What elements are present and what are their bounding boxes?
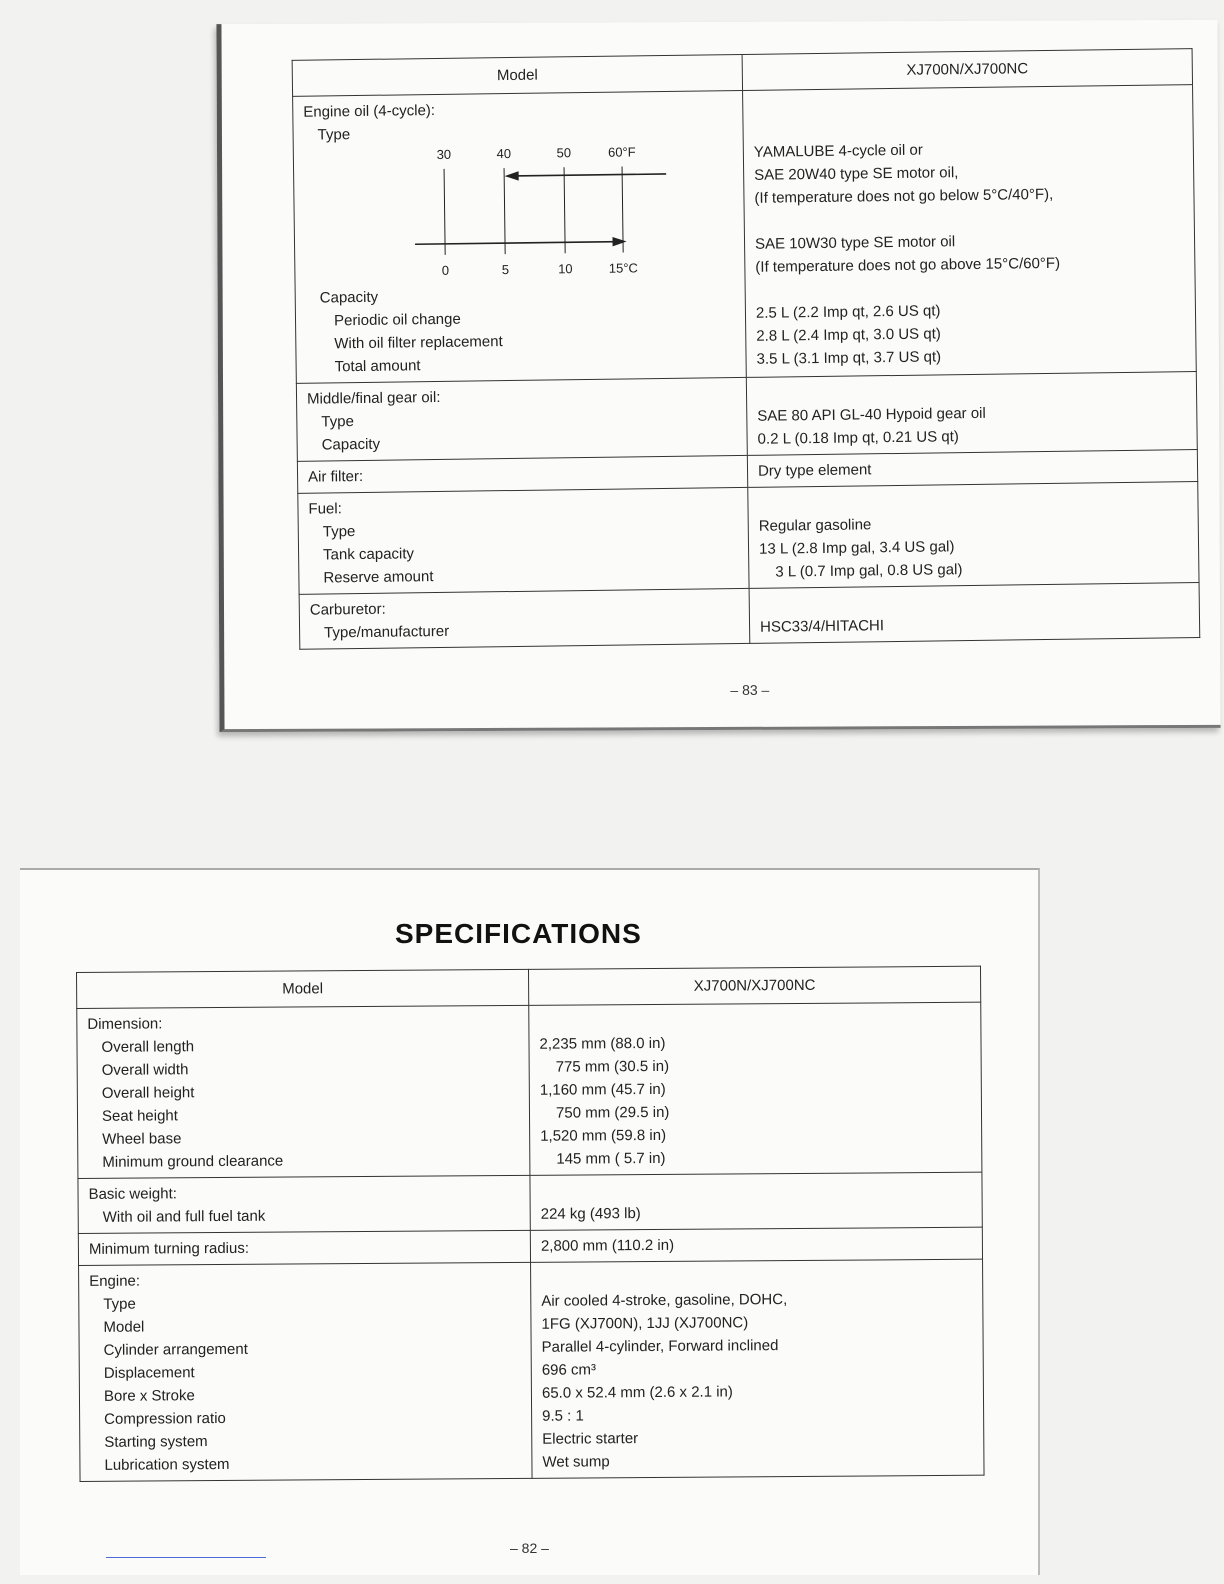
reserve-amount-value: 3 L (0.7 Imp gal, 0.8 US gal) <box>775 561 963 581</box>
air-filter-value: Dry type element <box>747 450 1197 488</box>
periodic-oil-change-value: 2.5 L (2.2 Imp qt, 2.6 US qt) <box>755 302 941 322</box>
header-model-value: XJ700N/XJ700NC <box>528 966 980 1005</box>
oil-temperature-chart <box>414 141 716 285</box>
cylinder-arrangement-value: Parallel 4-cylinder, Forward inclined <box>541 1337 779 1356</box>
oil-type-value: YAMALUBE 4-cycle oil or <box>753 141 923 161</box>
tank-capacity-value: 13 L (2.8 Imp gal, 3.4 US gal) <box>758 538 955 558</box>
page-title: SPECIFICATIONS <box>395 918 642 949</box>
c-tick-label: 10 <box>558 261 573 277</box>
overall-length-value: 2,235 mm (88.0 in) <box>539 1034 666 1053</box>
overall-width-value: 775 mm (30.5 in) <box>555 1057 670 1076</box>
starting-system-value: Electric starter <box>542 1430 639 1448</box>
engine-oil-type-label: Type <box>317 126 351 144</box>
carburetor-type-value: HSC33/4/HITACHI <box>759 617 885 636</box>
seat-height-label: Seat height <box>101 1107 178 1125</box>
overall-width-label: Overall width <box>101 1061 189 1079</box>
overall-height-value: 1,160 mm (45.7 in) <box>539 1080 666 1099</box>
dimension-row <box>77 1002 982 1178</box>
gear-oil-row <box>296 372 1197 462</box>
scale-tick <box>504 168 505 254</box>
spec-table <box>76 966 985 1482</box>
bore-stroke-label: Bore x Stroke <box>103 1387 195 1405</box>
cylinder-arrangement-label: Cylinder arrangement <box>103 1340 248 1359</box>
basic-weight-label: Basic weight: <box>88 1185 177 1203</box>
turning-radius-label: Minimum turning radius: <box>78 1230 530 1265</box>
page-83-sheet <box>216 20 1220 732</box>
turning-radius-value: 2,800 mm (110.2 in) <box>530 1227 982 1262</box>
overall-height-label: Overall height <box>101 1084 195 1102</box>
capacity-label: Capacity <box>319 288 379 307</box>
gear-oil-type-label: Type <box>321 413 354 431</box>
arrow-head-left <box>506 172 518 180</box>
dimension-label: Dimension: <box>87 1015 163 1033</box>
spec-table-continued <box>292 48 1201 650</box>
gear-oil-type-value: SAE 80 API GL-40 Hypoid gear oil <box>757 404 986 425</box>
overall-length-label: Overall length <box>101 1038 195 1056</box>
f-tick-label: 40 <box>496 145 512 162</box>
compression-ratio-value: 9.5 : 1 <box>542 1407 584 1425</box>
f-tick-label: 30 <box>436 146 452 162</box>
engine-type-value: Air cooled 4-stroke, gasoline, DOHC, <box>541 1291 788 1310</box>
header-model-value: XJ700N/XJ700NC <box>742 49 1192 91</box>
displacement-value: 696 cm³ <box>541 1361 597 1379</box>
air-filter-label: Air filter: <box>297 455 747 493</box>
oil-filter-replacement-label: With oil filter replacement <box>334 333 503 353</box>
oil-type-value: SAE 10W30 type SE motor oil <box>754 233 956 253</box>
lubrication-system-label: Lubrication system <box>104 1455 230 1474</box>
fuel-type-label: Type <box>322 523 356 541</box>
fuel-type-value: Regular gasoline <box>758 516 872 535</box>
full-tank-label: With oil and full fuel tank <box>102 1207 266 1226</box>
scale-tick <box>564 167 565 253</box>
compression-ratio-label: Compression ratio <box>104 1409 226 1428</box>
engine-model-label: Model <box>103 1318 145 1336</box>
c-tick-label: 5 <box>501 262 510 278</box>
engine-type-label: Type <box>103 1295 136 1313</box>
page-82-sheet <box>20 868 1040 1575</box>
total-amount-label: Total amount <box>334 357 421 376</box>
gear-oil-capacity-value: 0.2 L (0.18 Imp qt, 0.21 US qt) <box>757 428 959 448</box>
oil-type-value: SAE 20W40 type SE motor oil, <box>754 164 959 184</box>
header-model: Model <box>292 54 742 96</box>
scale-tick <box>622 167 623 253</box>
scale-tick <box>444 169 445 255</box>
header-model: Model <box>77 969 529 1008</box>
starting-system-label: Starting system <box>104 1433 208 1451</box>
blue-underline-mark <box>106 1557 266 1558</box>
oil-filter-replacement-value: 2.8 L (2.4 Imp qt, 3.0 US qt) <box>756 325 941 345</box>
ground-clearance-label: Minimum ground clearance <box>102 1152 284 1171</box>
fuel-row <box>298 482 1199 595</box>
ground-clearance-value: 145 mm ( 5.7 in) <box>556 1149 666 1168</box>
wheel-base-value: 1,520 mm (59.8 in) <box>540 1126 667 1145</box>
reserve-amount-label: Reserve amount <box>323 568 434 587</box>
fuel-label: Fuel: <box>308 500 342 518</box>
seat-height-value: 750 mm (29.5 in) <box>555 1103 670 1122</box>
gear-oil-label: Middle/final gear oil: <box>306 388 441 408</box>
engine-oil-label: Engine oil (4-cycle): <box>303 101 436 121</box>
page-number-83: – 83 – <box>730 681 770 698</box>
displacement-label: Displacement <box>103 1364 195 1382</box>
lubrication-system-value: Wet sump <box>542 1453 610 1471</box>
carburetor-label: Carburetor: <box>309 600 386 619</box>
weight-row <box>78 1172 982 1233</box>
full-tank-value: 224 kg (493 lb) <box>540 1205 641 1223</box>
gear-oil-capacity-label: Capacity <box>321 435 381 454</box>
periodic-oil-change-label: Periodic oil change <box>333 310 461 330</box>
engine-row <box>79 1259 984 1481</box>
engine-model-value: 1FG (XJ700N), 1JJ (XJ700NC) <box>541 1314 749 1333</box>
tank-capacity-label: Tank capacity <box>322 545 415 564</box>
bore-stroke-value: 65.0 x 52.4 mm (2.6 x 2.1 in) <box>541 1383 733 1402</box>
range-arrow-20w40 <box>514 174 666 176</box>
c-tick-label: 0 <box>441 262 450 278</box>
engine-oil-row <box>293 85 1197 384</box>
f-tick-label: 50 <box>556 145 572 161</box>
carburetor-row <box>299 583 1200 650</box>
carburetor-type-label: Type/manufacturer <box>324 622 450 642</box>
total-amount-value: 3.5 L (3.1 Imp qt, 3.7 US qt) <box>756 348 942 368</box>
wheel-base-label: Wheel base <box>102 1130 182 1148</box>
c-tick-label: 15°C <box>608 260 638 276</box>
oil-type-value: (If temperature does not go above 15°C/60°F) <box>755 254 1061 276</box>
f-tick-label: 60°F <box>607 144 636 160</box>
engine-label: Engine: <box>89 1272 141 1290</box>
page-number-82: – 82 – <box>510 1540 549 1556</box>
oil-type-value: (If temperature does not go below 5°C/40°F), <box>754 185 1054 207</box>
